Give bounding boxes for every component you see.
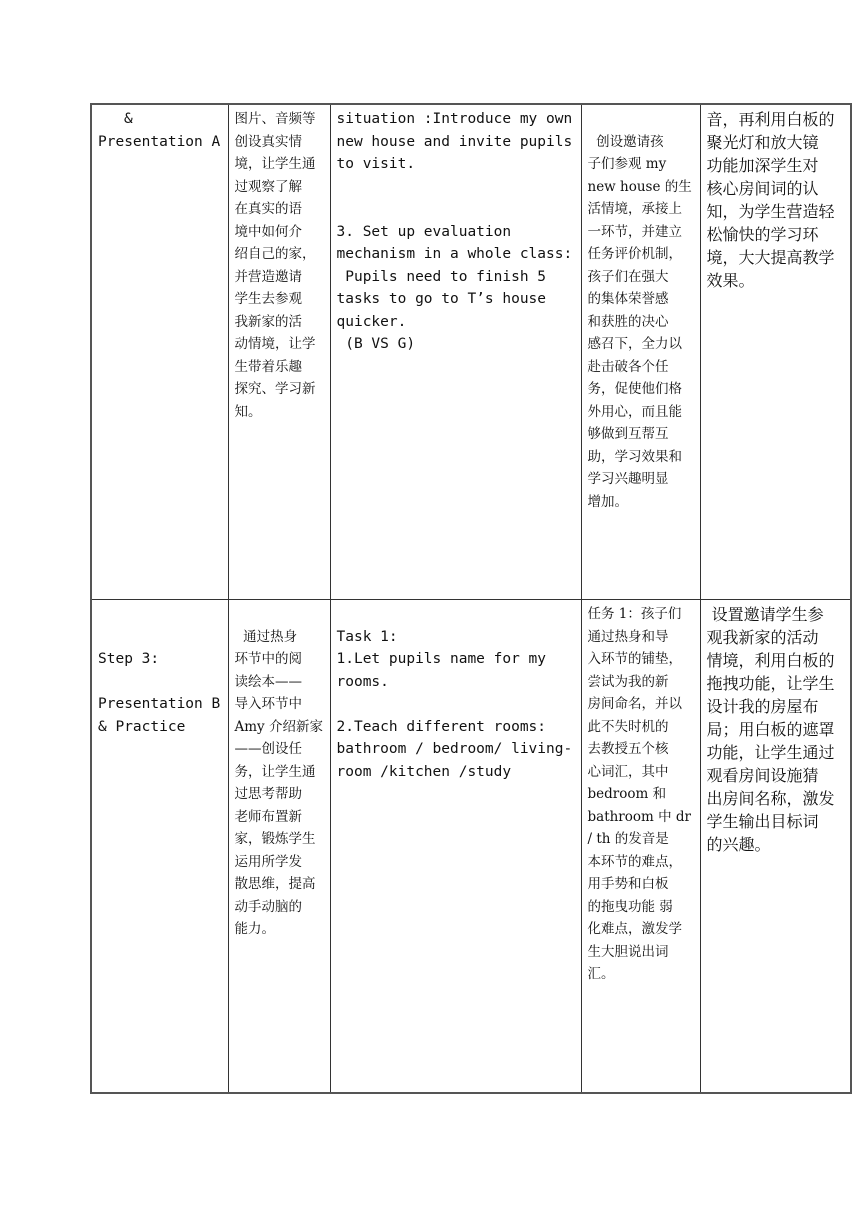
text-line: 动手动脑的	[234, 898, 302, 915]
text-line: 的兴趣。	[706, 835, 771, 854]
text-line: 去教授五个核	[587, 741, 669, 757]
text-line: 1.Let pupils name for my	[336, 651, 547, 667]
text-line: 我新家的活	[234, 313, 302, 330]
text-line: 效果。	[706, 271, 755, 290]
text-line: 生大胆说出词	[587, 943, 669, 960]
text-line: 局；用白板的遮罩	[706, 720, 835, 739]
text-line: 运用所学发	[234, 853, 302, 870]
text-line: 和获胜的决心	[587, 313, 669, 330]
activity-cell	[330, 104, 581, 600]
text-line: 功能加深学生对	[706, 156, 819, 175]
text-line: mechanism in a whole class:	[336, 246, 573, 262]
text-line: 创设真实情	[234, 133, 302, 150]
activity-cell	[330, 600, 581, 1094]
text-line: 子们参观 my	[587, 156, 667, 172]
text-line: 通过热身	[234, 628, 298, 645]
text-line: 境，让学生通	[234, 156, 316, 172]
purpose-cell	[228, 104, 330, 600]
design-intent-cell	[581, 104, 700, 600]
text-line: bedroom 和	[587, 786, 667, 802]
text-line: 入环节的铺垫，	[587, 651, 682, 667]
text-line	[588, 108, 694, 131]
text-line: 并营造邀请	[234, 268, 302, 285]
text-line: ——创设任	[234, 741, 302, 757]
purpose-cell	[228, 600, 330, 1094]
text-line: 3. Set up evaluation	[336, 223, 512, 240]
text-line: 房间命名，并以	[587, 696, 682, 712]
text-line: 感召下，全力以	[587, 336, 682, 352]
text-line: 的拖曳功能 弱	[587, 898, 673, 915]
text-line: 情境，利用白板的	[706, 651, 835, 670]
step-cell	[91, 104, 228, 600]
text-line: quicker.	[336, 313, 407, 330]
text-line: 外用心，而且能	[587, 403, 682, 420]
text-line: 学习兴趣明显	[587, 471, 669, 487]
lesson-plan-table	[90, 103, 852, 1094]
text-line: 2.Teach different rooms:	[336, 718, 547, 735]
text-line: 知。	[234, 403, 262, 420]
text-line: & Practice	[98, 718, 186, 735]
text-line: Step 3:	[98, 651, 160, 667]
text-line: 的集体荣誉感	[587, 291, 669, 307]
text-line: 过观察了解	[234, 178, 302, 195]
text-line: 学生去参观	[234, 291, 302, 307]
text-line: 化难点，激发学	[587, 921, 682, 937]
text-line: / th 的发音是	[587, 831, 669, 847]
text-line: 本环节的难点，	[587, 853, 682, 870]
text-line	[98, 671, 222, 694]
text-line: 观我新家的活动	[706, 628, 819, 647]
text-line: 任务评价机制，	[587, 246, 682, 262]
text-line: 拖拽功能，让学生	[706, 674, 835, 693]
table-row	[91, 104, 851, 600]
text-line: 动情境，让学	[234, 336, 316, 352]
text-line	[337, 603, 575, 626]
text-line: 尝试为我的新	[587, 673, 669, 690]
text-line: 生带着乐趣	[234, 358, 302, 375]
text-line	[98, 603, 222, 626]
text-line: bathroom / bedroom/ living-	[336, 741, 573, 757]
text-line: Presentation B	[98, 696, 221, 712]
text-line: 此不失时机的	[587, 718, 669, 735]
step-cell	[91, 600, 228, 1094]
text-line: 聚光灯和放大镜	[706, 133, 819, 152]
text-line: rooms.	[336, 673, 389, 690]
text-line: 赴击破各个任	[587, 358, 669, 375]
text-line: 创设邀请孩	[587, 133, 664, 150]
text-line: new house 的生	[587, 178, 692, 195]
text-line: 导入环节中	[234, 696, 302, 712]
text-line: Task 1:	[336, 628, 398, 645]
text-line: 务，让学生通	[234, 763, 316, 780]
text-line: 老师布置新	[234, 808, 302, 825]
text-line: Amy 介绍新家	[234, 718, 323, 735]
text-line	[337, 176, 575, 199]
text-line: 功能，让学生通过	[706, 743, 835, 762]
text-line	[235, 603, 324, 626]
technology-use-cell	[700, 104, 851, 600]
table-row	[91, 600, 851, 1094]
text-line: 在真实的语	[234, 201, 302, 217]
text-line: 观看房间设施猜	[706, 766, 819, 785]
text-line: room /kitchen /study	[336, 763, 512, 780]
text-line: 用手势和白板	[587, 876, 669, 892]
text-line: 设计我的房屋布	[706, 697, 819, 716]
text-line: 务，促使他们格	[587, 381, 682, 397]
text-line: 境，大大提高教学	[706, 248, 835, 267]
text-line: new house and invite pupils	[336, 133, 573, 150]
text-line: 设置邀请学生参	[706, 605, 824, 624]
text-line: 家，锻炼学生	[234, 831, 316, 847]
text-line: 图片、音频等	[234, 111, 316, 127]
text-line: 能力。	[234, 921, 275, 937]
text-line: 心词汇，其中	[587, 763, 669, 780]
text-line: bathroom 中 dr	[587, 808, 691, 825]
text-line: 音，再利用白板的	[706, 110, 835, 129]
text-line: (B VS G)	[336, 336, 416, 352]
text-line	[337, 693, 575, 716]
text-line: Pupils need to finish 5	[336, 268, 547, 285]
text-line	[337, 198, 575, 221]
text-line: 增加。	[587, 493, 628, 510]
text-line	[98, 626, 222, 649]
text-line: 任务 1：孩子们	[587, 606, 682, 622]
design-intent-cell	[581, 600, 700, 1094]
text-line: tasks to go to T’s house	[336, 291, 547, 307]
text-line: 孩子们在强大	[587, 268, 669, 285]
text-line: 探究、学习新	[234, 381, 316, 397]
text-line: 散思维，提高	[234, 876, 316, 892]
text-line: 一环节，并建立	[587, 223, 682, 240]
text-line: 核心房间词的认	[706, 179, 819, 198]
text-line: 通过热身和导	[587, 628, 669, 645]
text-line: 知，为学生营造轻	[706, 202, 835, 221]
text-line: 读绘本——	[234, 673, 302, 690]
text-line: 活情境，承接上	[587, 201, 682, 217]
text-line: 汇。	[587, 966, 615, 982]
text-line: 过思考帮助	[234, 786, 302, 802]
text-line: 绍自己的家，	[234, 246, 316, 262]
text-line: situation :Introduce my own	[336, 111, 573, 127]
text-line: 境中如何介	[234, 223, 302, 240]
text-line: 出房间名称，激发	[706, 789, 835, 808]
text-line: 学生输出目标词	[706, 812, 819, 831]
text-line: &	[124, 111, 133, 127]
text-line: to visit.	[336, 156, 416, 172]
text-line: Presentation A	[98, 133, 221, 150]
technology-use-cell	[700, 600, 851, 1094]
text-line: 够做到互帮互	[587, 426, 669, 442]
text-line: 松愉快的学习环	[706, 225, 819, 244]
text-line: 助，学习效果和	[587, 448, 682, 465]
text-line: 环节中的阅	[234, 651, 302, 667]
